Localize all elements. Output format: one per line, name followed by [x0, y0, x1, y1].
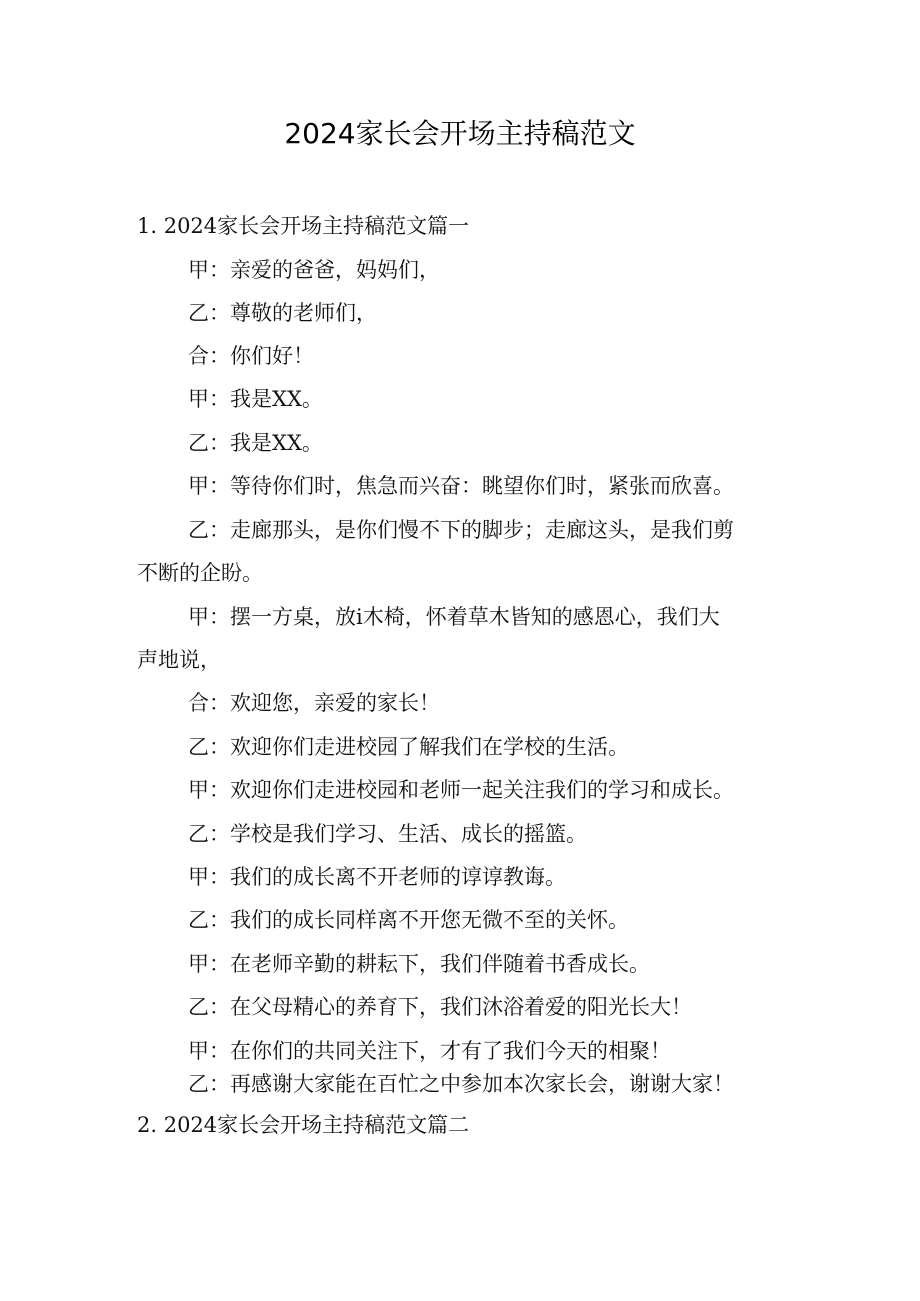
dialogue-line: 甲：摆一方桌，放i木椅，怀着草木皆知的感恩心，我们大	[188, 605, 720, 629]
dialogue-line: 乙：在父母精心的养育下，我们沐浴着爱的阳光长大！	[188, 995, 692, 1019]
dialogue-line: 乙：欢迎你们走进校园了解我们在学校的生活。	[188, 735, 629, 759]
dialogue-line: 甲：我是XX。	[188, 387, 323, 411]
dialogue-line: 乙：再感谢大家能在百忙之中参加本次家长会，谢谢大家！	[188, 1072, 734, 1096]
document-title: 2024家长会开场主持稿范文	[284, 117, 636, 150]
section-heading-1: 1. 2024家长会开场主持稿范文篇一	[137, 214, 470, 238]
dialogue-line: 乙：我们的成长同样离不开您无微不至的关怀。	[188, 908, 629, 932]
section-heading-2: 2. 2024家长会开场主持稿范文篇二	[137, 1113, 470, 1137]
dialogue-line: 甲：等待你们时，焦急而兴奋：眺望你们时，紧张而欣喜。	[188, 474, 734, 498]
dialogue-line: 甲：欢迎你们走进校园和老师一起关注我们的学习和成长。	[188, 778, 734, 802]
dialogue-line: 甲：在你们的共同关注下，才有了我们今天的相聚！	[188, 1039, 671, 1063]
dialogue-line: 乙：学校是我们学习、生活、成长的摇篮。	[188, 822, 587, 846]
dialogue-line: 乙：尊敬的老师们，	[188, 301, 377, 325]
dialogue-line-continuation: 不断的企盼。	[137, 561, 263, 585]
dialogue-line: 甲：在老师辛勤的耕耘下，我们伴随着书香成长。	[188, 952, 650, 976]
dialogue-line-continuation: 声地说，	[137, 648, 221, 672]
dialogue-line: 甲：我们的成长离不开老师的谆谆教诲。	[188, 865, 566, 889]
dialogue-line: 乙：我是XX。	[188, 431, 323, 455]
dialogue-line: 合：你们好！	[188, 344, 314, 368]
dialogue-line: 合：欢迎您，亲爱的家长！	[188, 691, 440, 715]
dialogue-line: 乙：走廊那头，是你们慢不下的脚步；走廊这头，是我们剪	[188, 518, 734, 542]
dialogue-line: 甲：亲爱的爸爸，妈妈们，	[188, 258, 440, 282]
